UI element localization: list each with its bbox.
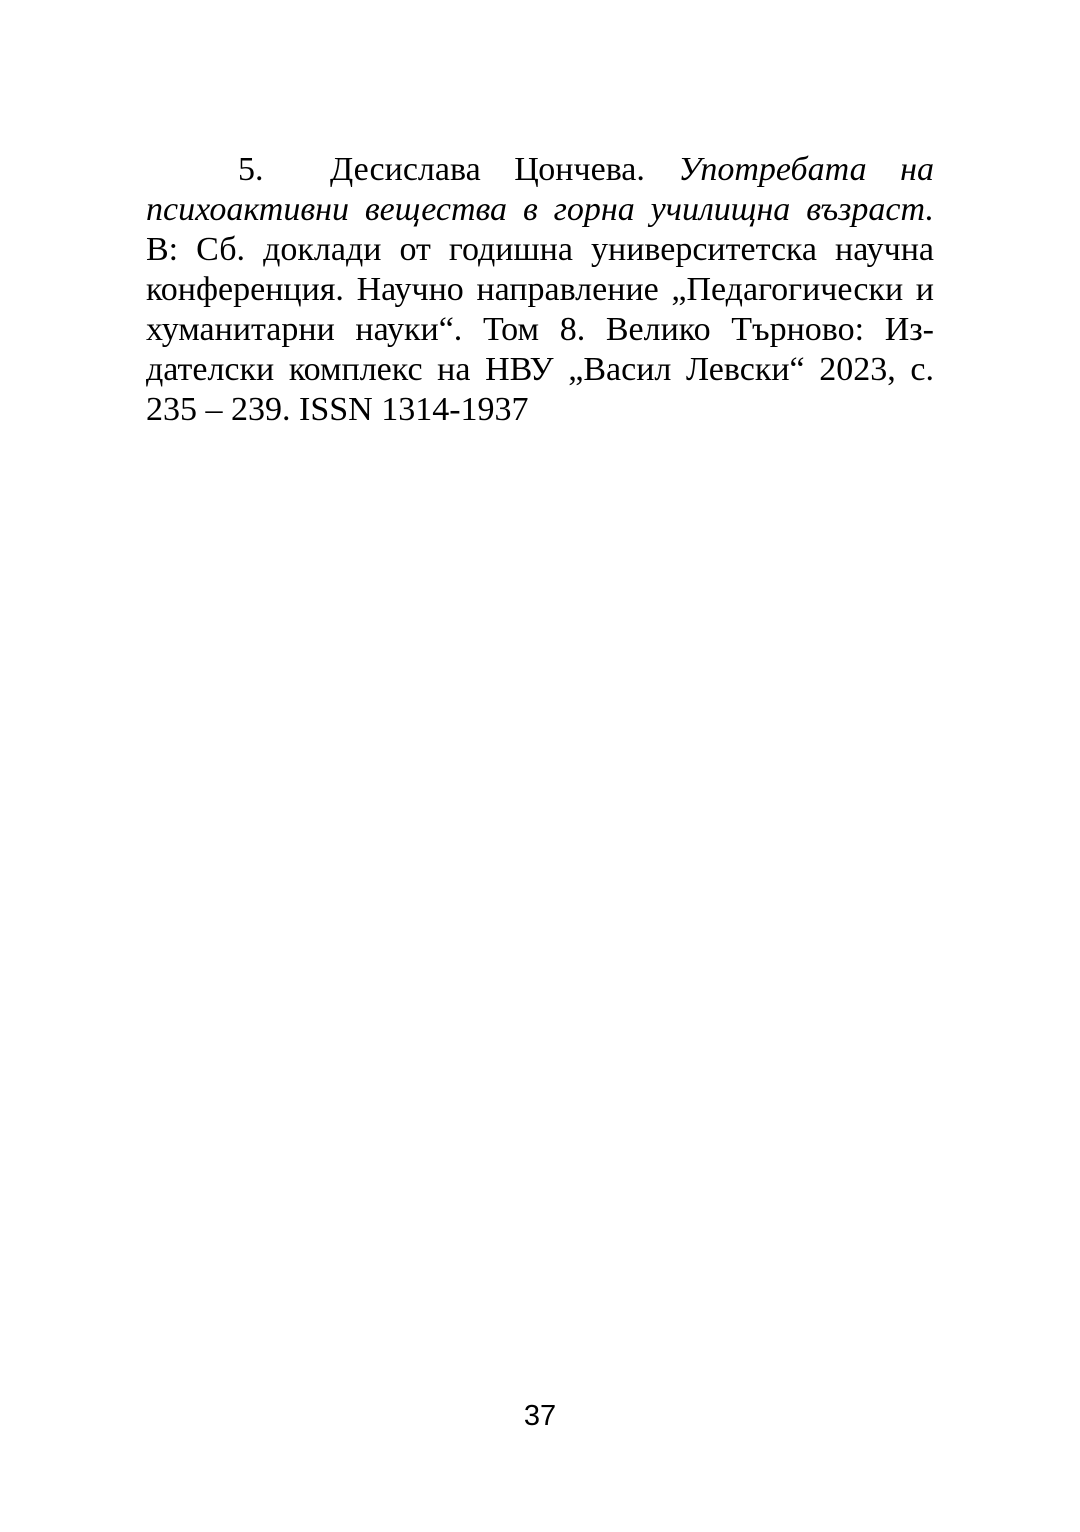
reference-entry: [146, 150, 934, 430]
entry-number-slot: [146, 150, 330, 190]
entry-citation: В: Сб. доклади от годишна университетска научна конференция. Научно направление „Педагогически и хуманитарни науки“. Том 8. Велико Търново: Из-дателски комплекс на НВУ „Васил Левски“ 2023, с. 235 – 239. ISSN 1314-1937: [146, 231, 934, 428]
page-number: 37: [523, 1400, 557, 1432]
entry-number: 5.: [238, 151, 264, 188]
entry-author: Десислава Цончева.: [330, 151, 645, 188]
entry-title: Употребата на психоактивни вещества в горна училищна възраст.: [146, 151, 935, 228]
